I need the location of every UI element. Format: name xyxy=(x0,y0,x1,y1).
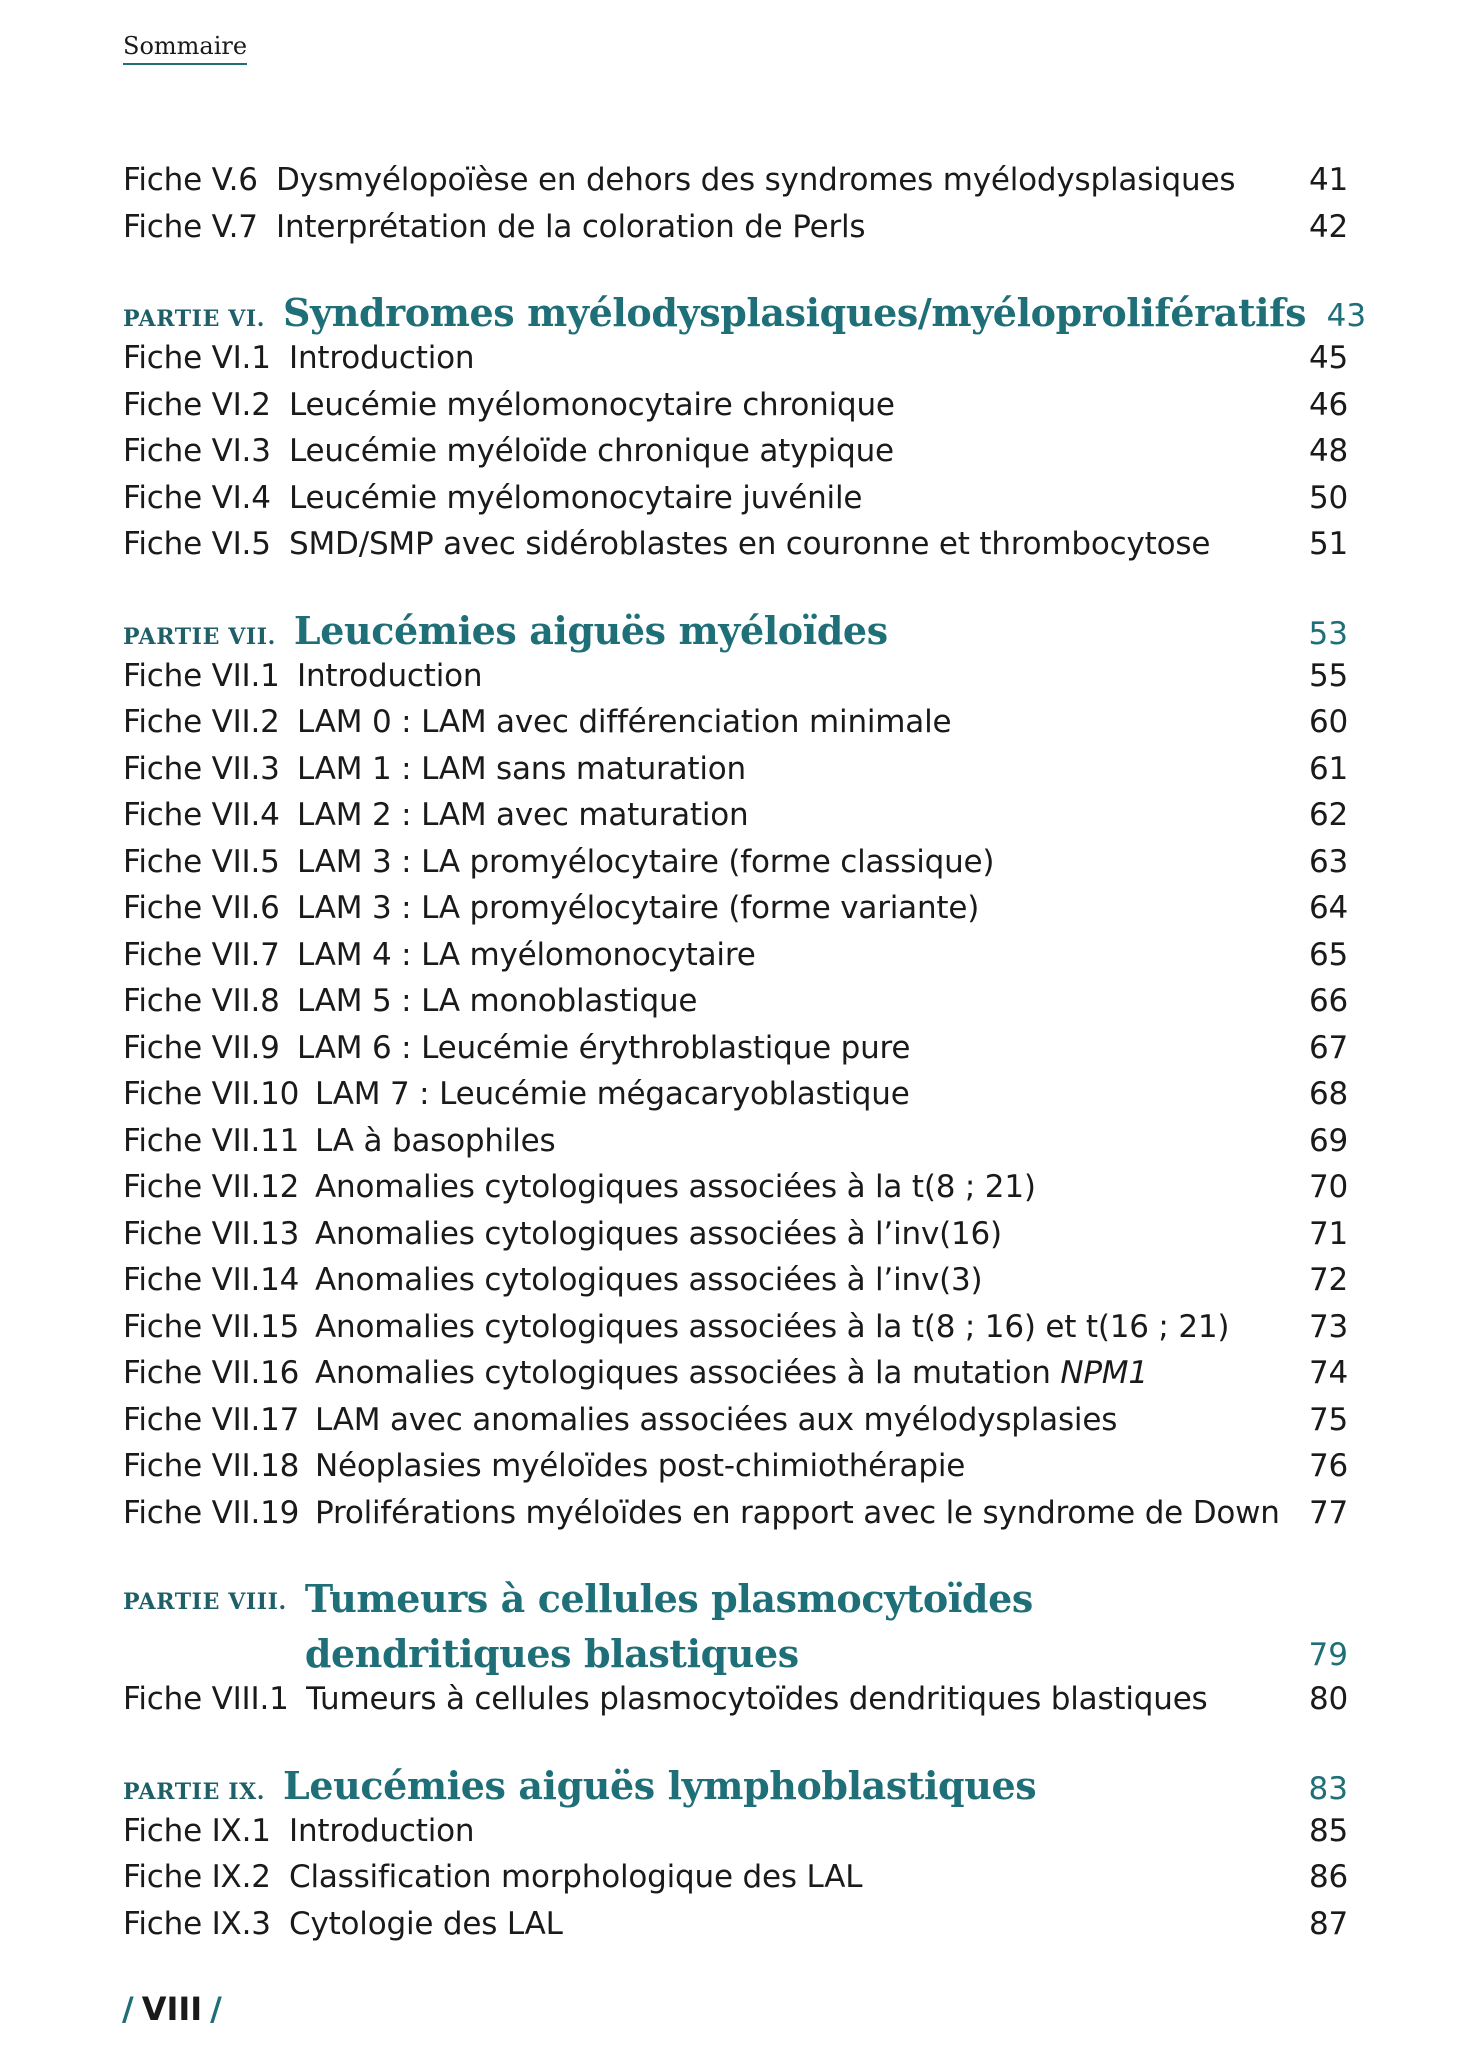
entry-number: Fiche IX.1 xyxy=(123,1812,271,1849)
toc-entry[interactable] xyxy=(123,1030,1348,1077)
toc-entry[interactable] xyxy=(123,797,1348,844)
entry-page: 69 xyxy=(1308,1122,1348,1159)
entry-page: 68 xyxy=(1308,1076,1348,1112)
entry-page: 50 xyxy=(1308,479,1348,516)
entry-title: Tumeurs à cellules plasmocytoïdes dendritiques blastiques xyxy=(306,1681,1208,1717)
toc-entry[interactable] xyxy=(123,1402,1348,1449)
part-title-line2: dendritiques blastiques xyxy=(304,1631,799,1676)
entry-page: 87 xyxy=(1308,1905,1348,1942)
entry-title: Anomalies cytologiques associées à la t(8 ; 16) et t(16 ; 21) xyxy=(315,1308,1230,1345)
toc-entry[interactable] xyxy=(123,844,1348,891)
entry-title: LAM 4 : LA myélomonocytaire xyxy=(297,936,756,973)
entry-title: Introduction xyxy=(289,340,475,376)
entry-page: 41 xyxy=(1308,162,1348,198)
entry-page: 62 xyxy=(1308,797,1348,833)
entry-title: Leucémie myéloïde chronique atypique xyxy=(289,433,894,469)
entry-number: Fiche VII.13 xyxy=(123,1215,300,1252)
entry-title: Interprétation de la coloration de Perls xyxy=(276,208,866,245)
entry-number: Fiche VII.17 xyxy=(123,1401,300,1438)
part-label: PARTIE VIII. xyxy=(123,1589,287,1615)
toc-entry[interactable] xyxy=(123,1216,1348,1263)
entry-title xyxy=(315,1355,1288,1391)
entry-number: Fiche VII.15 xyxy=(123,1308,300,1345)
entry-number: Fiche VII.9 xyxy=(123,1029,280,1066)
part-entries xyxy=(123,658,1348,1542)
entry-page: 61 xyxy=(1308,750,1348,787)
entry-page: 42 xyxy=(1308,208,1348,245)
entry-page: 64 xyxy=(1308,890,1348,926)
part-page: 43 xyxy=(1326,298,1367,334)
table-of-contents xyxy=(123,162,1367,1952)
entry-title: Néoplasies myéloïdes post-chimiothérapie xyxy=(315,1448,966,1484)
part-heading[interactable] xyxy=(123,1571,1348,1681)
toc-entry[interactable] xyxy=(123,1448,1348,1495)
toc-entry[interactable] xyxy=(123,387,1348,434)
part-label: PARTIE IX. xyxy=(123,1778,266,1805)
entry-number: Fiche VI.2 xyxy=(123,386,271,423)
toc-entry[interactable] xyxy=(123,704,1348,751)
entry-page: 67 xyxy=(1308,1029,1348,1066)
toc-entry[interactable] xyxy=(123,658,1348,705)
entry-page: 73 xyxy=(1308,1308,1348,1345)
part-label: PARTIE VI. xyxy=(123,306,266,332)
folio-slash-left: / xyxy=(122,1990,134,2028)
part-title: Leucémies aiguës lymphoblastiques xyxy=(283,1762,1037,1808)
folio-number: VIII xyxy=(141,1990,203,2028)
part-title: Leucémies aiguës myéloïdes xyxy=(293,607,888,653)
toc-entry[interactable] xyxy=(123,1309,1348,1356)
entry-title: LAM 0 : LAM avec différenciation minimale xyxy=(297,704,952,740)
part-heading[interactable] xyxy=(123,1758,1348,1813)
entry-title: Cytologie des LAL xyxy=(289,1905,563,1942)
entry-number: Fiche VIII.1 xyxy=(123,1681,289,1717)
toc-entry[interactable] xyxy=(123,1859,1348,1906)
entry-title: LAM 7 : Leucémie mégacaryoblastique xyxy=(315,1076,910,1112)
running-head: Sommaire xyxy=(123,32,247,65)
entry-page: 46 xyxy=(1308,386,1348,423)
part-heading[interactable] xyxy=(123,603,1348,658)
part-heading[interactable] xyxy=(123,285,1367,340)
entry-page: 76 xyxy=(1308,1448,1348,1484)
entry-title: Classification morphologique des LAL xyxy=(289,1859,863,1895)
entry-number: Fiche VI.3 xyxy=(123,433,271,469)
entry-title: LAM avec anomalies associées aux myélodysplasies xyxy=(315,1401,1118,1438)
entry-number: Fiche VII.1 xyxy=(123,657,280,694)
entry-number: Fiche VII.5 xyxy=(123,843,280,880)
toc-entry[interactable] xyxy=(123,937,1348,984)
toc-entry[interactable] xyxy=(123,1262,1348,1309)
part-title-line1: Tumeurs à cellules plasmocytoïdes xyxy=(304,1576,1033,1621)
entry-number: Fiche VII.3 xyxy=(123,750,280,787)
entry-number: Fiche VII.4 xyxy=(123,797,280,833)
entry-title: LAM 5 : LA monoblastique xyxy=(297,983,698,1019)
top-entries xyxy=(123,162,1348,255)
entry-number: Fiche VII.11 xyxy=(123,1122,300,1159)
entry-number: Fiche VII.10 xyxy=(123,1076,300,1112)
entry-title: LAM 6 : Leucémie érythroblastique pure xyxy=(297,1029,911,1066)
entry-title: Anomalies cytologiques associées à l’inv(16) xyxy=(315,1215,1002,1252)
toc-entry[interactable] xyxy=(123,751,1348,798)
toc-entry[interactable] xyxy=(123,1355,1348,1402)
entry-page: 70 xyxy=(1308,1169,1348,1205)
toc-entry[interactable] xyxy=(123,480,1348,527)
entry-number: Fiche V.6 xyxy=(123,162,258,198)
entry-number: Fiche VII.2 xyxy=(123,704,280,740)
entry-number: Fiche VI.5 xyxy=(123,526,271,562)
entry-page: 48 xyxy=(1308,433,1348,469)
toc-entry[interactable] xyxy=(123,890,1348,937)
entry-page: 66 xyxy=(1308,983,1348,1019)
entry-title: LAM 3 : LA promyélocytaire (forme classique) xyxy=(297,843,995,880)
entry-number: Fiche VI.1 xyxy=(123,340,271,376)
entry-number: Fiche VII.19 xyxy=(123,1494,300,1531)
entry-number: Fiche VII.6 xyxy=(123,890,280,926)
entry-number: Fiche VII.7 xyxy=(123,936,280,973)
entry-title: Anomalies cytologiques associées à la t(8 ; 21) xyxy=(315,1169,1036,1205)
part-entries xyxy=(123,1813,1348,1953)
entry-page: 86 xyxy=(1308,1859,1348,1895)
entry-number: Fiche VII.8 xyxy=(123,983,280,1019)
toc-entry[interactable] xyxy=(123,526,1348,573)
folio-slash-right: / xyxy=(210,1990,222,2028)
entry-page: 75 xyxy=(1308,1401,1348,1438)
part-page: 79 xyxy=(1308,1637,1348,1673)
entry-page: 80 xyxy=(1308,1681,1348,1717)
toc-entry[interactable] xyxy=(123,340,1348,387)
entry-title: Introduction xyxy=(297,657,483,694)
entry-page: 71 xyxy=(1308,1215,1348,1252)
part-title: Syndromes myélodysplasiques/myéloprolifératifs xyxy=(283,290,1307,335)
entry-title-italic: NPM1 xyxy=(1060,1355,1148,1391)
entry-page: 63 xyxy=(1308,843,1348,880)
toc-entry[interactable] xyxy=(123,1813,1348,1860)
part-page: 83 xyxy=(1308,1770,1348,1807)
entry-page: 74 xyxy=(1308,1355,1348,1391)
entry-title: SMD/SMP avec sidéroblastes en couronne et thrombocytose xyxy=(289,526,1211,562)
part-page: 53 xyxy=(1308,615,1348,652)
toc-entry[interactable] xyxy=(123,162,1348,209)
entry-title: Introduction xyxy=(289,1812,475,1849)
entry-number: Fiche IX.3 xyxy=(123,1905,271,1942)
entry-title: Proliférations myéloïdes en rapport avec le syndrome de Down xyxy=(315,1494,1280,1531)
part-entries xyxy=(123,1681,1348,1728)
page-folio xyxy=(122,1990,222,2028)
entry-number: Fiche IX.2 xyxy=(123,1859,271,1895)
entry-title: LAM 1 : LAM sans maturation xyxy=(297,750,746,787)
toc-entry[interactable] xyxy=(123,1495,1348,1542)
entry-number: Fiche VII.16 xyxy=(123,1355,300,1391)
entry-number: Fiche VII.18 xyxy=(123,1448,300,1484)
toc-entry[interactable] xyxy=(123,1906,1348,1953)
entry-title: Leucémie myélomonocytaire juvénile xyxy=(289,479,863,516)
entry-title: LA à basophiles xyxy=(315,1122,556,1159)
entry-page: 65 xyxy=(1308,936,1348,973)
part-entries xyxy=(123,340,1348,573)
toc-entry[interactable] xyxy=(123,1681,1348,1728)
entry-title: Leucémie myélomonocytaire chronique xyxy=(289,386,895,423)
entry-page: 85 xyxy=(1308,1812,1348,1849)
entry-title: Anomalies cytologiques associées à l’inv(3) xyxy=(315,1262,983,1298)
toc-entry[interactable] xyxy=(123,1123,1348,1170)
part-label: PARTIE VII. xyxy=(123,623,276,650)
entry-page: 60 xyxy=(1308,704,1348,740)
entry-number: Fiche VII.14 xyxy=(123,1262,300,1298)
toc-entry[interactable] xyxy=(123,433,1348,480)
entry-title: Dysmyélopoïèse en dehors des syndromes myélodysplasiques xyxy=(276,162,1236,198)
entry-number: Fiche V.7 xyxy=(123,208,258,245)
toc-entry[interactable] xyxy=(123,1169,1348,1216)
entry-page: 51 xyxy=(1308,526,1348,562)
entry-page: 45 xyxy=(1308,340,1348,376)
entry-page: 55 xyxy=(1308,657,1348,694)
entry-number: Fiche VII.12 xyxy=(123,1169,300,1205)
entry-page: 72 xyxy=(1308,1262,1348,1298)
toc-entry[interactable] xyxy=(123,1076,1348,1123)
part-title xyxy=(305,1571,1288,1681)
entry-number: Fiche VI.4 xyxy=(123,479,271,516)
toc-entry[interactable] xyxy=(123,983,1348,1030)
entry-title-text: Anomalies cytologiques associées à la mutation xyxy=(315,1355,1051,1391)
entry-title: LAM 3 : LA promyélocytaire (forme variante) xyxy=(297,890,980,926)
entry-title: LAM 2 : LAM avec maturation xyxy=(297,797,749,833)
toc-entry[interactable] xyxy=(123,209,1348,256)
entry-page: 77 xyxy=(1308,1494,1348,1531)
